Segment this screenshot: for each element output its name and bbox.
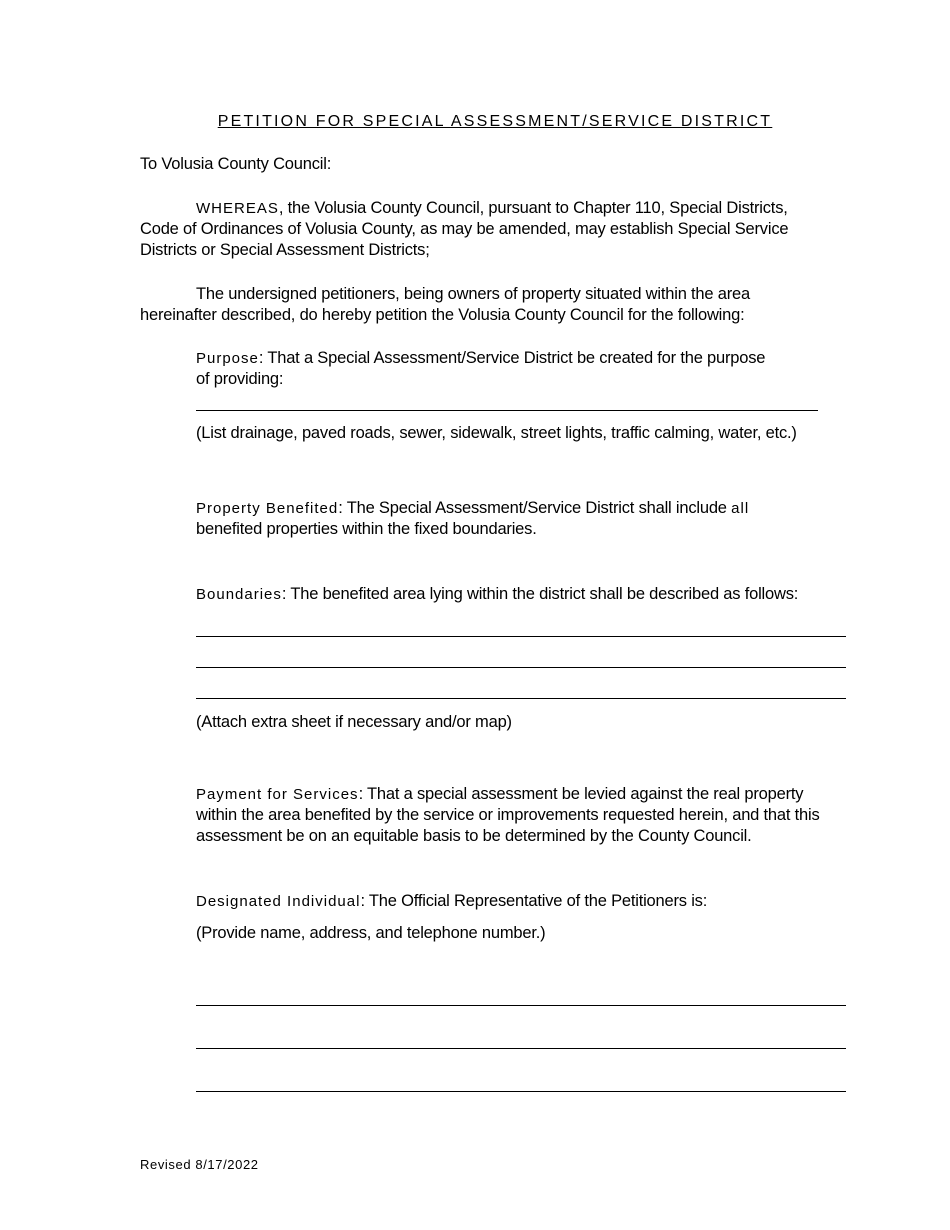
property-benefited-all: all (731, 500, 750, 517)
purpose-hint: (List drainage, paved roads, sewer, sidewalk, street lights, traffic calming, water, etc.) (196, 424, 797, 442)
revision-footer: Revised 8/17/2022 (140, 1157, 259, 1172)
designated-hint: (Provide name, address, and telephone number.) (196, 924, 546, 942)
whereas-text-1: , the Volusia County Council, pursuant to Chapter 110, Special Districts, (278, 199, 788, 217)
property-benefited-line-2: benefited properties within the fixed boundaries. (196, 520, 537, 538)
boundaries-blank-line-2[interactable] (196, 667, 846, 668)
purpose-line-2: of providing: (196, 370, 284, 388)
property-benefited-text-1: : The Special Assessment/Service District shall include (338, 499, 732, 517)
payment-text-1: : That a special assessment be levied against the real property (358, 785, 804, 803)
purpose-blank-line[interactable] (196, 410, 818, 411)
designated-blank-line-3[interactable] (196, 1091, 846, 1092)
payment-line-1 (196, 784, 803, 806)
document-title: PETITION FOR SPECIAL ASSESSMENT/SERVICE DISTRICT (217, 113, 773, 130)
payment-line-2: within the area benefited by the service or improvements requested herein, and that this (196, 806, 820, 824)
boundaries-label: Boundaries (196, 586, 282, 603)
payment-line-3: assessment be on an equitable basis to be determined by the County Council. (196, 827, 752, 845)
whereas-line-2: Code of Ordinances of Volusia County, as may be amended, may establish Special Service (140, 220, 789, 238)
property-benefited-line-1 (196, 498, 749, 520)
designated-text: : The Official Representative of the Petitioners is: (360, 892, 708, 910)
boundaries-blank-line-1[interactable] (196, 636, 846, 637)
designated-blank-line-1[interactable] (196, 1005, 846, 1006)
whereas-line-1 (196, 198, 788, 220)
petitioners-line-2: hereinafter described, do hereby petition the Volusia County Council for the following: (140, 306, 745, 324)
boundaries-blank-line-3[interactable] (196, 698, 846, 699)
whereas-line-3: Districts or Special Assessment Districts; (140, 241, 430, 259)
payment-label: Payment for Services (196, 786, 359, 803)
petitioners-line-1: The undersigned petitioners, being owners of property situated within the area (196, 285, 750, 303)
whereas-lead: WHEREAS (196, 200, 279, 217)
purpose-label: Purpose (196, 350, 259, 367)
designated-blank-line-2[interactable] (196, 1048, 846, 1049)
purpose-line-1 (196, 348, 765, 370)
designated-label: Designated Individual (196, 893, 361, 910)
boundaries-text: : The benefited area lying within the district shall be described as follows: (281, 585, 799, 603)
boundaries-line (196, 584, 798, 606)
salutation: To Volusia County Council: (140, 155, 332, 173)
boundaries-hint: (Attach extra sheet if necessary and/or map) (196, 713, 512, 731)
purpose-text-1: : That a Special Assessment/Service District be created for the purpose (258, 349, 766, 367)
designated-line (196, 891, 707, 913)
property-benefited-label: Property Benefited (196, 500, 339, 517)
